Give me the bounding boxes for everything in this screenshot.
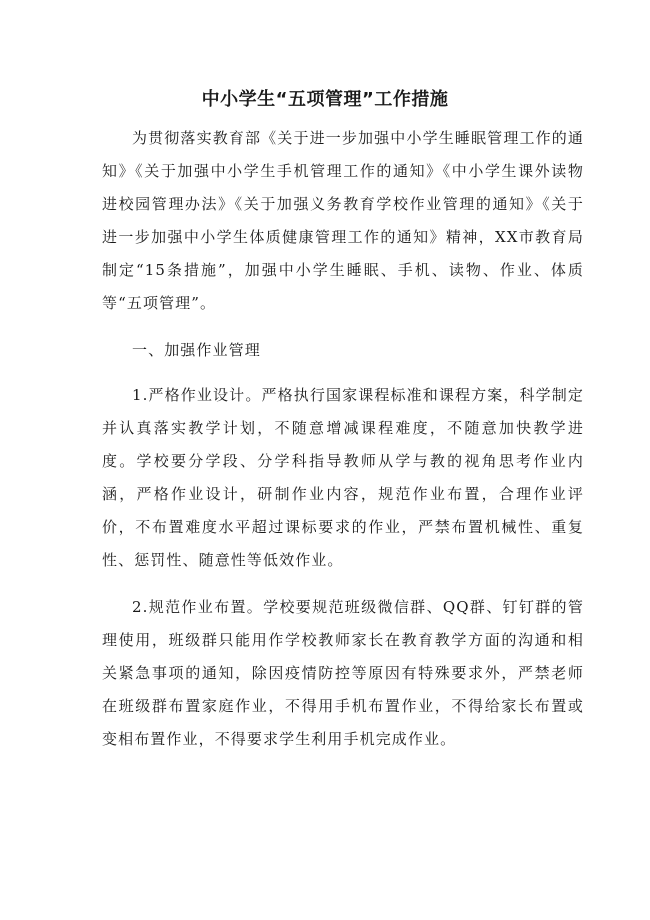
- intro-paragraph: 为贯彻落实教育部《关于进一步加强中小学生睡眠管理工作的通知》《关于加强中小学生手机管理工作的通知》《中小学生课外读物进校园管理办法》《关于加强义务教育学校作业管理的通知》《关于进一步加强中小学生体质健康管理工作的通知》精神，XX市教育局制定“15条措施”，加强中小学生睡眠、手机、读物、作业、体质等“五项管理”。: [102, 129, 584, 312]
- item-1-paragraph: 1.严格作业设计。严格执行国家课程标准和课程方案，科学制定并认真落实教学计划，不随意增减课程难度，不随意加快教学进度。学校要分学段、分学科指导教师从学与教的视角思考作业内涵，严格作业设计，研制作业内容，规范作业布置，合理作业评价，不布置难度水平超过课标要求的作业，严禁布置机械性、重复性、惩罚性、随意性等低效作业。: [102, 386, 584, 569]
- section-heading-homework: 一、加强作业管理: [132, 341, 261, 359]
- document-title: 中小学生“五项管理”工作措施: [201, 89, 449, 110]
- item-2-paragraph: 2.规范作业布置。学校要规范班级微信群、QQ群、钉钉群的管理使用，班级群只能用作学校教师家长在教育教学方面的沟通和相关紧急事项的通知，除因疫情防控等原因有特殊要求外，严禁老师在班级群布置家庭作业，不得用手机布置作业，不得给家长布置或变相布置作业，不得要求学生利用手机完成作业。: [102, 598, 584, 748]
